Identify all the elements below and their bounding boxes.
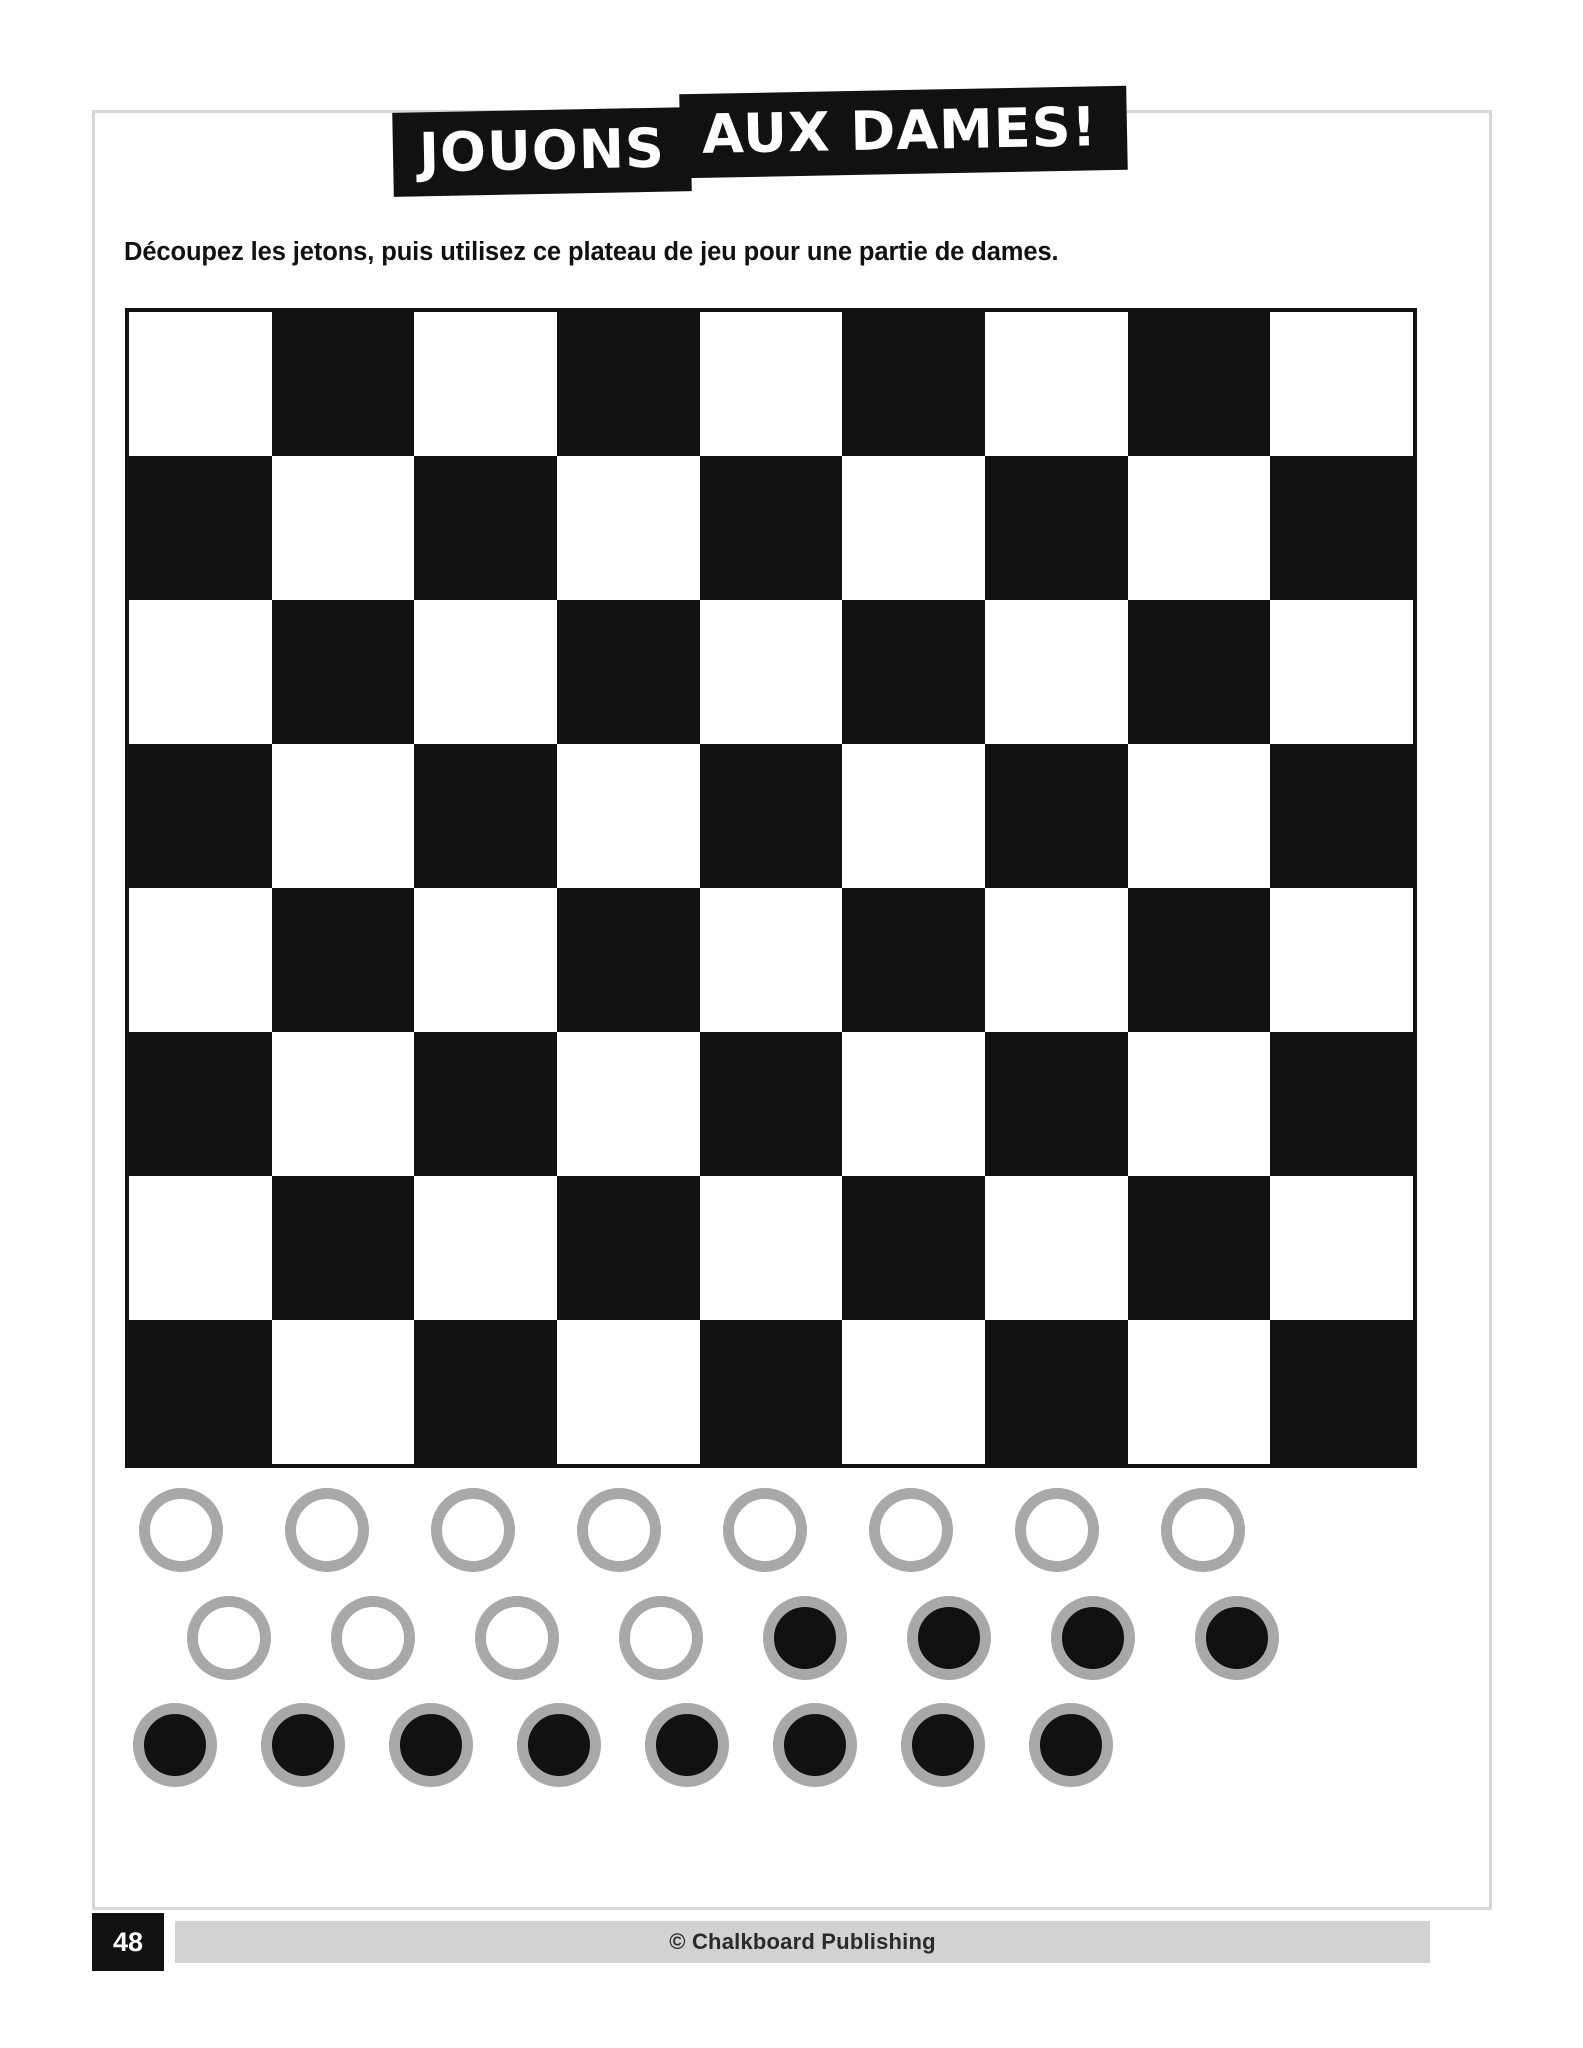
board-square-dark bbox=[842, 888, 985, 1032]
board-square-light bbox=[1128, 1032, 1271, 1176]
board-square-dark bbox=[700, 456, 843, 600]
board-square-dark bbox=[272, 888, 415, 1032]
title-block-right bbox=[679, 86, 1128, 179]
board-square-dark bbox=[129, 744, 272, 888]
checkerboard bbox=[125, 308, 1417, 1468]
board-square-dark bbox=[557, 600, 700, 744]
board-square-dark bbox=[700, 1320, 843, 1464]
board-square-light bbox=[414, 1176, 557, 1320]
board-square-light bbox=[414, 600, 557, 744]
board-square-dark bbox=[842, 1176, 985, 1320]
board-square-dark bbox=[272, 600, 415, 744]
token-light[interactable] bbox=[475, 1596, 559, 1680]
board-square-dark bbox=[129, 456, 272, 600]
token-dark[interactable] bbox=[907, 1596, 991, 1680]
token-dark[interactable] bbox=[133, 1703, 217, 1787]
token-light[interactable] bbox=[331, 1596, 415, 1680]
board-square-dark bbox=[414, 744, 557, 888]
page-number-badge: 48 bbox=[92, 1913, 164, 1971]
board-square-light bbox=[272, 456, 415, 600]
board-square-dark bbox=[414, 456, 557, 600]
board-square-dark bbox=[1270, 1320, 1413, 1464]
board-square-dark bbox=[700, 1032, 843, 1176]
token-sheet bbox=[125, 1480, 1417, 1830]
board-square-light bbox=[700, 888, 843, 1032]
token-light[interactable] bbox=[619, 1596, 703, 1680]
board-square-light bbox=[414, 312, 557, 456]
board-square-light bbox=[557, 744, 700, 888]
token-dark[interactable] bbox=[773, 1703, 857, 1787]
board-square-dark bbox=[1270, 456, 1413, 600]
board-square-light bbox=[1128, 744, 1271, 888]
board-square-dark bbox=[842, 600, 985, 744]
board-square-light bbox=[272, 744, 415, 888]
board-square-dark bbox=[985, 1320, 1128, 1464]
board-square-dark bbox=[985, 456, 1128, 600]
board-square-dark bbox=[842, 312, 985, 456]
board-square-light bbox=[842, 1032, 985, 1176]
board-square-light bbox=[272, 1320, 415, 1464]
board-square-light bbox=[1270, 600, 1413, 744]
instruction-text: Découpez les jetons, puis utilisez ce plateau de jeu pour une partie de dames. bbox=[124, 238, 1059, 266]
board-square-dark bbox=[1270, 1032, 1413, 1176]
board-square-light bbox=[985, 600, 1128, 744]
board-square-light bbox=[842, 456, 985, 600]
board-square-dark bbox=[557, 1176, 700, 1320]
board-square-light bbox=[842, 1320, 985, 1464]
token-light[interactable] bbox=[1015, 1488, 1099, 1572]
token-dark[interactable] bbox=[389, 1703, 473, 1787]
token-light[interactable] bbox=[723, 1488, 807, 1572]
board-square-dark bbox=[557, 888, 700, 1032]
board-square-dark bbox=[129, 1032, 272, 1176]
board-square-dark bbox=[985, 1032, 1128, 1176]
board-square-light bbox=[985, 312, 1128, 456]
board-square-light bbox=[129, 600, 272, 744]
board-square-light bbox=[557, 456, 700, 600]
board-square-light bbox=[129, 888, 272, 1032]
board-square-light bbox=[700, 1176, 843, 1320]
board-square-light bbox=[1128, 456, 1271, 600]
footer-credit: © Chalkboard Publishing bbox=[669, 1929, 936, 1954]
board-square-dark bbox=[129, 1320, 272, 1464]
board-square-light bbox=[1270, 888, 1413, 1032]
board-square-dark bbox=[1270, 744, 1413, 888]
board-square-light bbox=[272, 1032, 415, 1176]
token-row bbox=[133, 1695, 1157, 1795]
token-dark[interactable] bbox=[645, 1703, 729, 1787]
token-dark[interactable] bbox=[1029, 1703, 1113, 1787]
token-row bbox=[187, 1588, 1339, 1688]
board-square-light bbox=[557, 1032, 700, 1176]
board-square-dark bbox=[700, 744, 843, 888]
board-square-dark bbox=[272, 312, 415, 456]
board-square-light bbox=[1270, 312, 1413, 456]
board-square-dark bbox=[414, 1320, 557, 1464]
board-square-dark bbox=[985, 744, 1128, 888]
board-square-light bbox=[129, 312, 272, 456]
token-light[interactable] bbox=[139, 1488, 223, 1572]
board-square-light bbox=[557, 1320, 700, 1464]
board-square-dark bbox=[1128, 888, 1271, 1032]
token-light[interactable] bbox=[1161, 1488, 1245, 1572]
token-light[interactable] bbox=[431, 1488, 515, 1572]
token-dark[interactable] bbox=[1195, 1596, 1279, 1680]
page-title bbox=[380, 88, 1180, 188]
title-block-left bbox=[392, 107, 691, 197]
board-square-dark bbox=[1128, 1176, 1271, 1320]
board-square-light bbox=[985, 888, 1128, 1032]
board-square-light bbox=[414, 888, 557, 1032]
token-light[interactable] bbox=[187, 1596, 271, 1680]
board-square-dark bbox=[272, 1176, 415, 1320]
board-square-light bbox=[129, 1176, 272, 1320]
token-light[interactable] bbox=[285, 1488, 369, 1572]
token-dark[interactable] bbox=[261, 1703, 345, 1787]
title-text-aux-dames: AUX DAMES! bbox=[701, 95, 1098, 166]
board-square-light bbox=[700, 312, 843, 456]
board-square-light bbox=[1270, 1176, 1413, 1320]
token-row bbox=[139, 1480, 1245, 1580]
board-square-dark bbox=[414, 1032, 557, 1176]
token-dark[interactable] bbox=[517, 1703, 601, 1787]
board-square-light bbox=[700, 600, 843, 744]
board-square-dark bbox=[1128, 312, 1271, 456]
token-dark[interactable] bbox=[763, 1596, 847, 1680]
board-square-light bbox=[985, 1176, 1128, 1320]
board-square-light bbox=[842, 744, 985, 888]
board-square-dark bbox=[557, 312, 700, 456]
token-light[interactable] bbox=[577, 1488, 661, 1572]
title-text-jouons: JOUONS bbox=[418, 116, 666, 185]
board-square-light bbox=[1128, 1320, 1271, 1464]
token-dark[interactable] bbox=[1051, 1596, 1135, 1680]
board-square-dark bbox=[1128, 600, 1271, 744]
token-light[interactable] bbox=[869, 1488, 953, 1572]
token-dark[interactable] bbox=[901, 1703, 985, 1787]
